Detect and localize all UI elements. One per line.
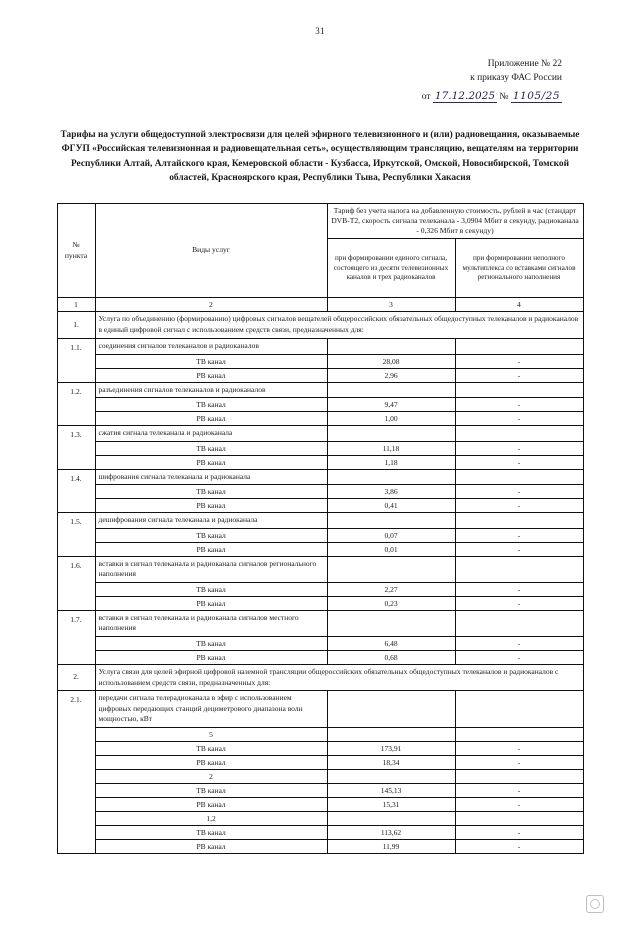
item-value-col3 [327,382,455,398]
table-row [57,596,583,610]
channel-name: РВ канал [95,797,327,811]
table-row [57,691,583,728]
table-row [57,610,583,636]
channel-value-col3: 3,86 [327,485,455,499]
item-label: передачи сигнала телерадиоканала в эфир с использованием цифровых передающих станций дециметрового диапазона волн мощностью, кВт [95,691,327,728]
header-col-tariff-group: Тариф без учета налога на добавленную стоимость, рублей в час (стандарт DVB-T2, скорость сигнала телеканала - 3,0904 Мбит в секунду, радиоканала - 0,326 Мбит в секунду) [327,203,583,239]
channel-value-col4: - [455,542,583,556]
document-page [0,26,640,931]
table-row [57,755,583,769]
channel-name: ТВ канал [95,636,327,650]
channel-value-col4: - [455,783,583,797]
item-value-col4 [455,691,583,728]
item-value-col3 [327,556,455,582]
channel-value-col3: 1,00 [327,412,455,426]
item-value-col4 [455,339,583,355]
channel-value-col3: 18,34 [327,755,455,769]
channel-value-col4: - [455,582,583,596]
channel-value-col4: - [455,485,583,499]
channel-value-col4: - [455,354,583,368]
item-label: разъединения сигналов телеканалов и радиоканалов [95,382,327,398]
item-number: 1.7. [57,610,95,664]
appendix-order-line [0,89,562,105]
table-row-section-2 [57,664,583,691]
order-number-handwritten: 1105/25 [512,89,560,102]
section-2-text: Услуга связи для целей эфирной цифровой наземной трансляции общероссийских обязательных общедоступных телеканалов и радиоканалов с использованием средств связи, предназначенных для: [95,664,583,691]
item-value-col4 [455,610,583,636]
item-value-col4 [455,382,583,398]
channel-value-col4: - [455,741,583,755]
table-row [57,398,583,412]
table-row [57,542,583,556]
power-value: 2 [95,769,327,783]
table-row [57,441,583,455]
channel-name: РВ канал [95,542,327,556]
table-row [57,797,583,811]
table-row [57,528,583,542]
power-value-col3 [327,811,455,825]
colnum-1: 1 [57,298,95,312]
order-number-sign: № [499,91,509,102]
channel-name: ТВ канал [95,741,327,755]
channel-name: ТВ канал [95,582,327,596]
item-value-col3 [327,339,455,355]
channel-value-col4: - [455,596,583,610]
channel-value-col4: - [455,650,583,664]
channel-value-col4: - [455,455,583,469]
order-date-handwritten: 17.12.2025 [434,89,496,102]
channel-value-col3: 0,23 [327,596,455,610]
table-row [57,368,583,382]
item-value-col4 [455,426,583,442]
table-row [57,741,583,755]
table-row [57,485,583,499]
power-value-col4 [455,727,583,741]
power-value-col3 [327,727,455,741]
channel-value-col4: - [455,441,583,455]
item-label: сжатия сигнала телеканала и радиоканала [95,426,327,442]
item-label: вставки в сигнал телеканала и радиоканала сигналов местного наполнения [95,610,327,636]
colnum-2: 2 [95,298,327,312]
tariff-table [57,203,584,854]
power-value-col4 [455,811,583,825]
item-number: 1.3. [57,426,95,470]
header-col-num: № пункта [57,203,95,298]
channel-name: РВ канал [95,755,327,769]
channel-value-col4: - [455,797,583,811]
table-row [57,650,583,664]
item-label: вставки в сигнал телеканала и радиоканала сигналов регионального наполнения [95,556,327,582]
table-row [57,811,583,825]
channel-value-col4: - [455,412,583,426]
channel-name: ТВ канал [95,398,327,412]
channel-value-col3: 6,48 [327,636,455,650]
table-row [57,426,583,442]
table-row [57,513,583,529]
channel-name: ТВ канал [95,354,327,368]
header-col-single-signal: при формировании единого сигнала, состоящего из десяти телевизионных каналов и трех радиоканалов [327,239,455,298]
channel-value-col3: 0,68 [327,650,455,664]
header-col-partial-mux: при формировании неполного мультиплекса со вставками сигналов регионального наполнения [455,239,583,298]
table-row [57,556,583,582]
channel-value-col3: 145,13 [327,783,455,797]
table-row [57,727,583,741]
item-value-col4 [455,513,583,529]
table-row [57,354,583,368]
power-value-col3 [327,769,455,783]
channel-value-col3: 2,96 [327,368,455,382]
channel-name: РВ канал [95,499,327,513]
table-row [57,412,583,426]
item-number: 2.1. [57,691,95,854]
channel-value-col4: - [455,636,583,650]
channel-name: РВ канал [95,839,327,853]
power-value-col4 [455,769,583,783]
table-row [57,839,583,853]
channel-name: РВ канал [95,412,327,426]
item-value-col3 [327,513,455,529]
section-1-text: Услуга по объединению (формированию) цифровых сигналов вещателей общероссийских обязательных общедоступных телеканалов и радиоканалов в единый цифровой сигнал с использованием средств связи, предназначенных для: [95,312,583,339]
colnum-3: 3 [327,298,455,312]
channel-value-col4: - [455,499,583,513]
item-number: 1.6. [57,556,95,610]
page-number: 31 [315,26,325,36]
table-row [57,769,583,783]
channel-value-col4: - [455,825,583,839]
channel-name: ТВ канал [95,441,327,455]
channel-name: РВ канал [95,650,327,664]
channel-name: ТВ канал [95,485,327,499]
channel-value-col3: 0,41 [327,499,455,513]
channel-name: ТВ канал [95,528,327,542]
order-date-prefix: от [421,91,431,102]
channel-value-col3: 173,91 [327,741,455,755]
appendix-label: Приложение № 22 [487,59,562,69]
channel-value-col4: - [455,368,583,382]
appendix-order-authority: к приказу ФАС России [470,72,562,83]
table-row [57,339,583,355]
page-stamp-mark [586,895,604,913]
channel-value-col4: - [455,755,583,769]
channel-value-col3: 11,18 [327,441,455,455]
table-row [57,499,583,513]
item-label: шифрования сигнала телеканала и радиоканала [95,469,327,485]
table-row [57,382,583,398]
table-column-numbers-row [57,298,583,312]
table-row-section-1 [57,312,583,339]
channel-value-col4: - [455,398,583,412]
channel-value-col3: 0,01 [327,542,455,556]
item-label: соединения сигналов телеканалов и радиоканалов [95,339,327,355]
table-row [57,825,583,839]
item-label: дешифрования сигнала телеканала и радиоканала [95,513,327,529]
section-2-number: 2. [57,664,95,691]
item-number: 1.2. [57,382,95,426]
item-value-col3 [327,426,455,442]
channel-name: ТВ канал [95,783,327,797]
item-value-col4 [455,469,583,485]
channel-value-col3: 113,62 [327,825,455,839]
channel-value-col3: 15,31 [327,797,455,811]
colnum-4: 4 [455,298,583,312]
table-row [57,783,583,797]
channel-name: ТВ канал [95,825,327,839]
channel-value-col3: 1,18 [327,455,455,469]
channel-name: РВ канал [95,368,327,382]
power-value: 1,2 [95,811,327,825]
channel-name: РВ канал [95,596,327,610]
channel-value-col4: - [455,528,583,542]
item-number: 1.5. [57,513,95,557]
table-row [57,469,583,485]
item-value-col3 [327,610,455,636]
item-value-col4 [455,556,583,582]
table-row [57,636,583,650]
table-header-row-1 [57,203,583,239]
channel-value-col4: - [455,839,583,853]
header-col-services: Виды услуг [95,203,327,298]
section-1-number: 1. [57,312,95,339]
channel-name: РВ канал [95,455,327,469]
channel-value-col3: 0,07 [327,528,455,542]
item-number: 1.1. [57,339,95,383]
channel-value-col3: 28,08 [327,354,455,368]
table-row [57,455,583,469]
item-value-col3 [327,691,455,728]
document-title: Тарифы на услуги общедоступной электросвязи для целей эфирного телевизионного и (или) радиовещания, оказываемые ФГУП «Российская телевизионная и радиовещательная сеть», осуществляющим трансляцию, вещателям на территории Республики Алтай, Алтайского края, Кемеровской области - Кузбасса, Иркутской, Омской, Новосибирской, Томской областей, Красноярского края, Республики Тыва, Республики Хакасия [60,130,580,183]
channel-value-col3: 9,47 [327,398,455,412]
appendix-block [0,58,640,104]
channel-value-col3: 2,27 [327,582,455,596]
item-number: 1.4. [57,469,95,513]
power-value: 5 [95,727,327,741]
item-value-col3 [327,469,455,485]
channel-value-col3: 11,99 [327,839,455,853]
table-row [57,582,583,596]
